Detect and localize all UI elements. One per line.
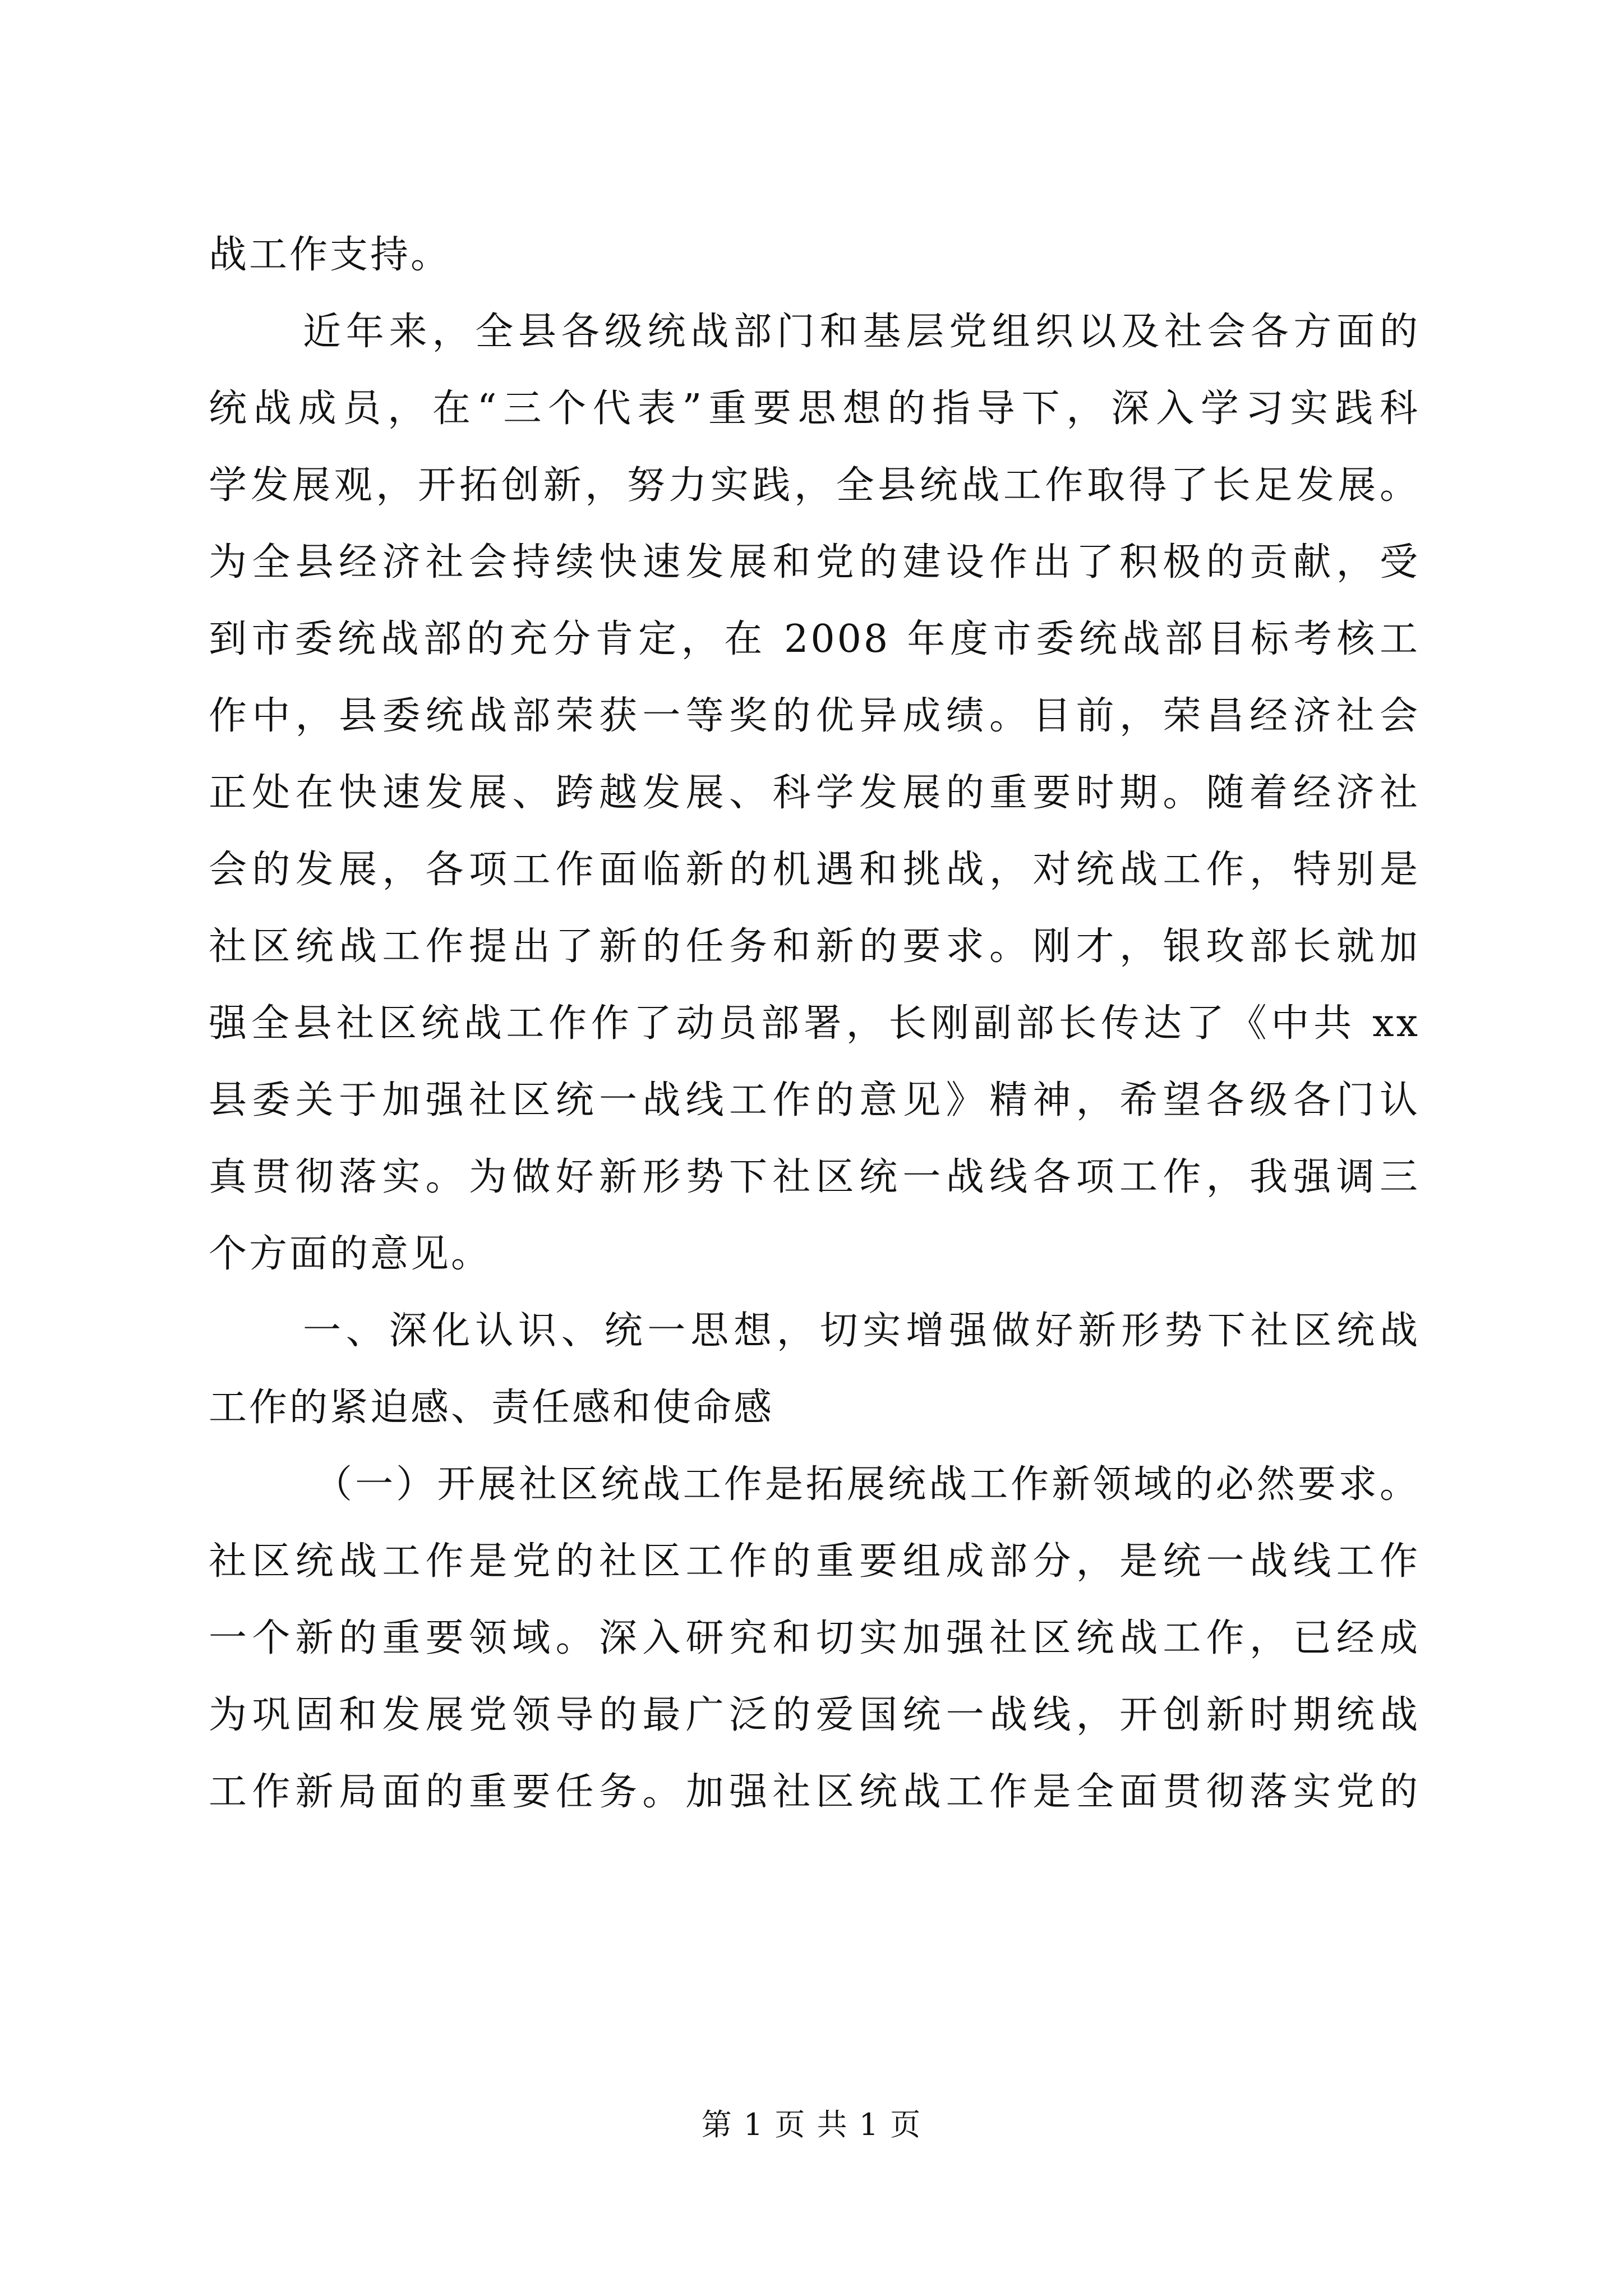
text-line: 县委关于加强社区统一战线工作的意见》精神，希望各级各门认 (209, 1078, 1420, 1122)
text-line: 学发展观，开拓创新，努力实践，全县统战工作取得了长足发展。 (209, 463, 1420, 508)
paragraph-recent-years (209, 293, 1420, 1292)
text-line: 统战成员，在“三个代表”重要思想的指导下，深入学习实践科 (209, 386, 1420, 431)
section-heading-one (209, 1292, 1420, 1446)
text-line: 一、深化认识、统一思想，切实增强做好新形势下社区统战 (303, 1309, 1420, 1353)
text-line: 工作的紧迫感、责任感和使命感 (209, 1386, 774, 1430)
text-line: 一个新的重要领域。深入研究和切实加强社区统战工作，已经成 (209, 1616, 1420, 1660)
text-line: 工作新局面的重要任务。加强社区统战工作是全面贯彻落实党的 (209, 1770, 1420, 1814)
text-line: 为巩固和发展党领导的最广泛的爱国统一战线，开创新时期统战 (209, 1693, 1420, 1737)
text-line: 到市委统战部的充分肯定，在 2008 年度市委统战部目标考核工 (209, 617, 1420, 661)
text-line: 强全县社区统战工作作了动员部署，长刚副部长传达了《中共 xx (209, 1001, 1420, 1046)
paragraph-continuation (209, 217, 1420, 293)
text-line: 战工作支持。 (209, 233, 451, 277)
text-line: 真贯彻落实。为做好新形势下社区统一战线各项工作，我强调三 (209, 1155, 1420, 1199)
page-number-label: 第 1 页 共 1 页 (701, 2107, 922, 2142)
text-line: 社区统战工作是党的社区工作的重要组成部分，是统一战线工作 (209, 1539, 1420, 1584)
text-line: 个方面的意见。 (209, 1232, 492, 1276)
text-line: 正处在快速发展、跨越发展、科学发展的重要时期。随着经济社 (209, 771, 1420, 815)
text-line: 为全县经济社会持续快速发展和党的建设作出了积极的贡献，受 (209, 540, 1420, 585)
document-body (209, 217, 1420, 1830)
text-line: 社区统战工作提出了新的任务和新的要求。刚才，银玫部长就加 (209, 924, 1420, 969)
text-line: 近年来，全县各级统战部门和基层党组织以及社会各方面的 (303, 310, 1420, 354)
text-line: 会的发展，各项工作面临新的机遇和挑战，对统战工作，特别是 (209, 848, 1420, 892)
text-line: （一）开展社区统战工作是拓展统战工作新领域的必然要求。 (314, 1462, 1420, 1507)
paragraph-subsection-one (209, 1446, 1420, 1830)
page-footer (0, 2105, 1623, 2145)
text-line: 作中，县委统战部荣获一等奖的优异成绩。目前，荣昌经济社会 (209, 694, 1420, 738)
